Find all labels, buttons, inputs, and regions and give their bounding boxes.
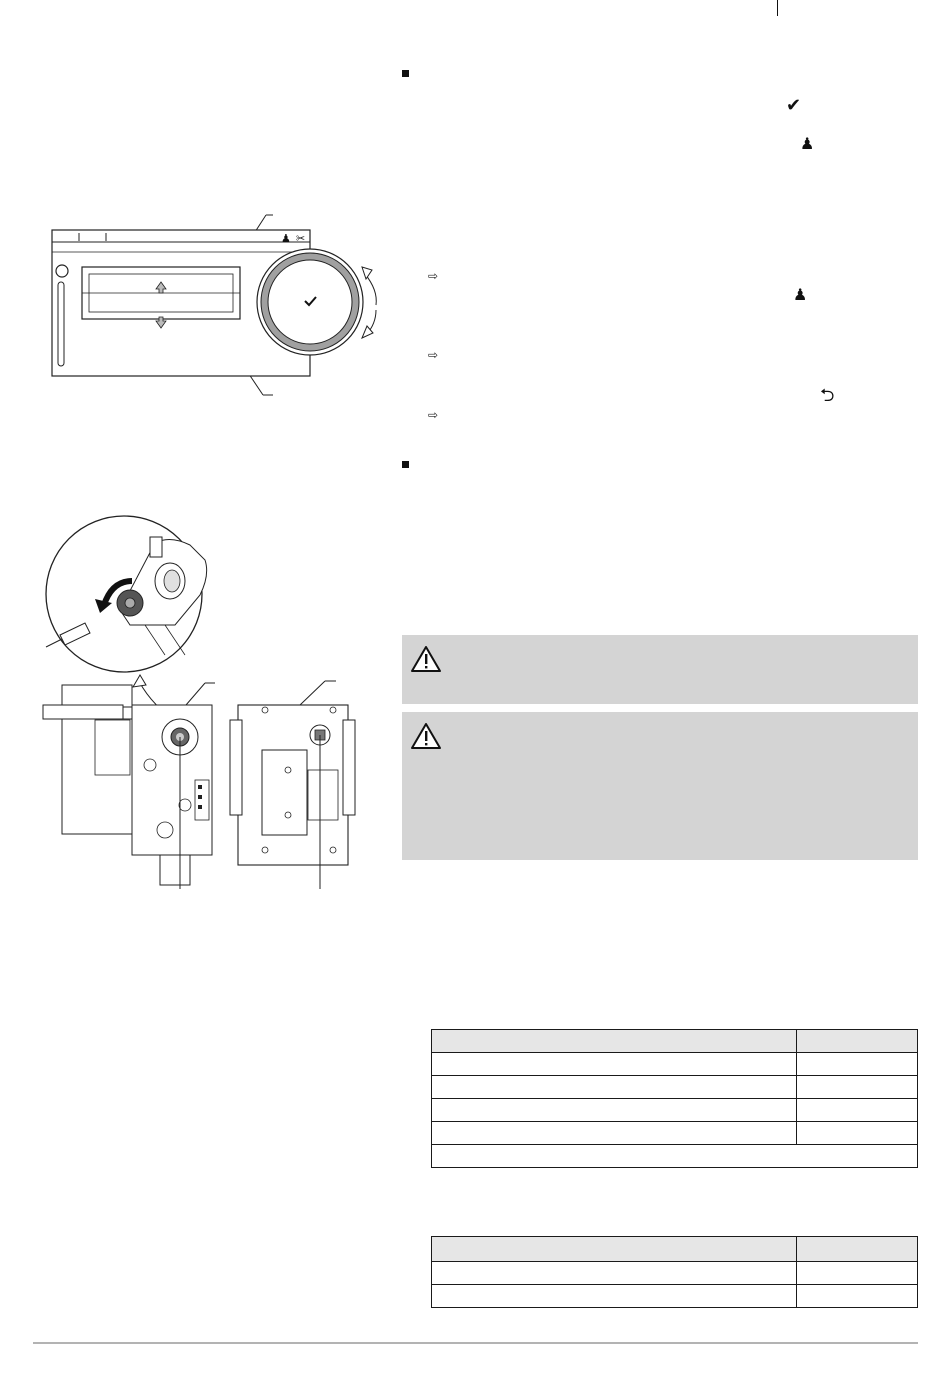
table-row	[432, 1053, 918, 1076]
table-footer-row	[432, 1145, 918, 1168]
table-row	[432, 1262, 918, 1285]
crop-mark-top	[777, 0, 778, 16]
table-header-row	[432, 1237, 918, 1262]
svg-text:✂: ✂	[296, 232, 306, 245]
installer-icon: ♟	[793, 287, 808, 304]
table-row	[432, 1076, 918, 1099]
result-marker: ⇨	[428, 348, 439, 362]
svg-text:♟: ♟	[281, 232, 291, 245]
table-header-row	[432, 1030, 918, 1053]
result-marker: ⇨	[428, 408, 439, 422]
section-bullet	[402, 461, 409, 468]
warning-box	[402, 635, 918, 704]
footer-rule	[33, 1342, 918, 1344]
gas-valve-illustration	[40, 515, 380, 895]
result-marker: ⇨	[428, 269, 439, 283]
table-row	[432, 1285, 918, 1308]
control-panel-illustration	[40, 200, 390, 410]
section-bullet	[402, 70, 409, 77]
checkmark-icon: ✔	[786, 95, 802, 115]
table-2	[431, 1236, 918, 1308]
warning-triangle-icon	[410, 645, 442, 673]
table-row	[432, 1099, 918, 1122]
installer-icon: ♟	[800, 136, 815, 153]
warning-triangle-icon	[410, 722, 442, 750]
table-row	[432, 1122, 918, 1145]
warning-box	[402, 712, 918, 860]
back-arrow-icon: ⮌	[820, 385, 835, 405]
table-1	[431, 1029, 918, 1168]
